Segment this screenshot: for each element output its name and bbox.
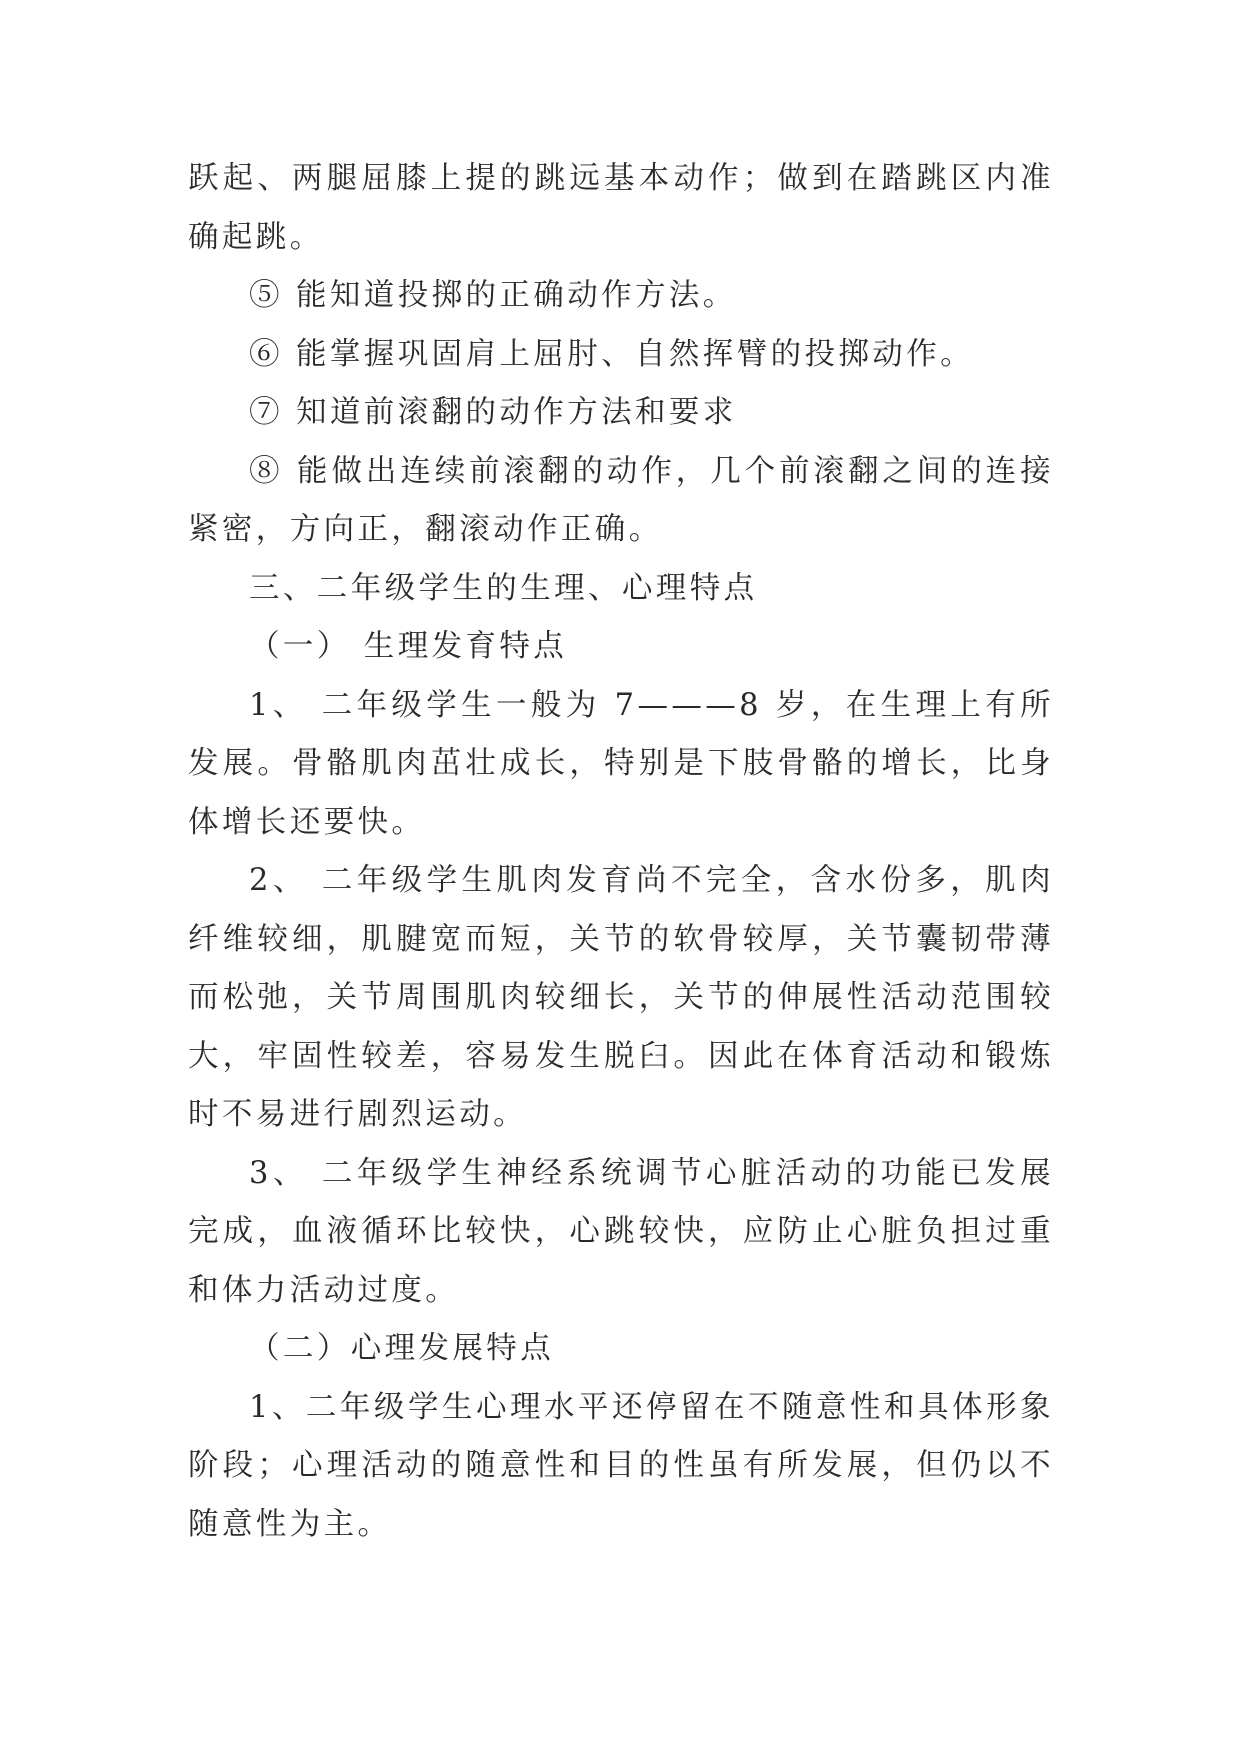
paragraph-physio-1: 1、 二年级学生一般为 7———8 岁，在生理上有所发展。骨骼肌肉茁壮成长，特别是下肢骨骼的增长，比身体增长还要快。 bbox=[188, 687, 1054, 840]
subsection-heading-1: （一） 生理发育特点 bbox=[249, 629, 568, 664]
section-heading-3: 三、二年级学生的生理、心理特点 bbox=[249, 570, 758, 606]
paragraph-item-8: ⑧ 能做出连续前滚翻的动作，几个前滚翻之间的连接紧密，方向正，翻滚动作正确。 bbox=[188, 453, 1054, 547]
document-page bbox=[188, 150, 1054, 1554]
paragraph-physio-3: 3、 二年级学生神经系统调节心脏活动的功能已发展完成，血液循环比较快，心跳较快，应防止心脏负担过重和体力活动过度。 bbox=[188, 1155, 1054, 1308]
paragraph-physio-2: 2、 二年级学生肌肉发育尚不完全，含水份多，肌肉纤维较细，肌腱宽而短，关节的软骨较厚，关节囊韧带薄而松弛，关节周围肌肉较细长，关节的伸展性活动范围较大，牢固性较差，容易发生脱臼。因此在体育活动和锻炼时不易进行剧烈运动。 bbox=[188, 863, 1054, 1132]
paragraph-long-jump: 跃起、两腿屈膝上提的跳远基本动作；做到在踏跳区内准确起跳。 bbox=[188, 161, 1054, 255]
paragraph-item-6: ⑥ 能掌握巩固肩上屈肘、自然挥臂的投掷动作。 bbox=[249, 336, 974, 372]
paragraph-psych-1: 1、二年级学生心理水平还停留在不随意性和具体形象阶段；心理活动的随意性和目的性虽有所发展，但仍以不随意性为主。 bbox=[188, 1389, 1054, 1542]
paragraph-item-5: ⑤ 能知道投掷的正确动作方法。 bbox=[249, 278, 737, 313]
subsection-heading-2: （二）心理发展特点 bbox=[249, 1331, 555, 1366]
paragraph-item-7: ⑦ 知道前滚翻的动作方法和要求 bbox=[249, 395, 737, 430]
